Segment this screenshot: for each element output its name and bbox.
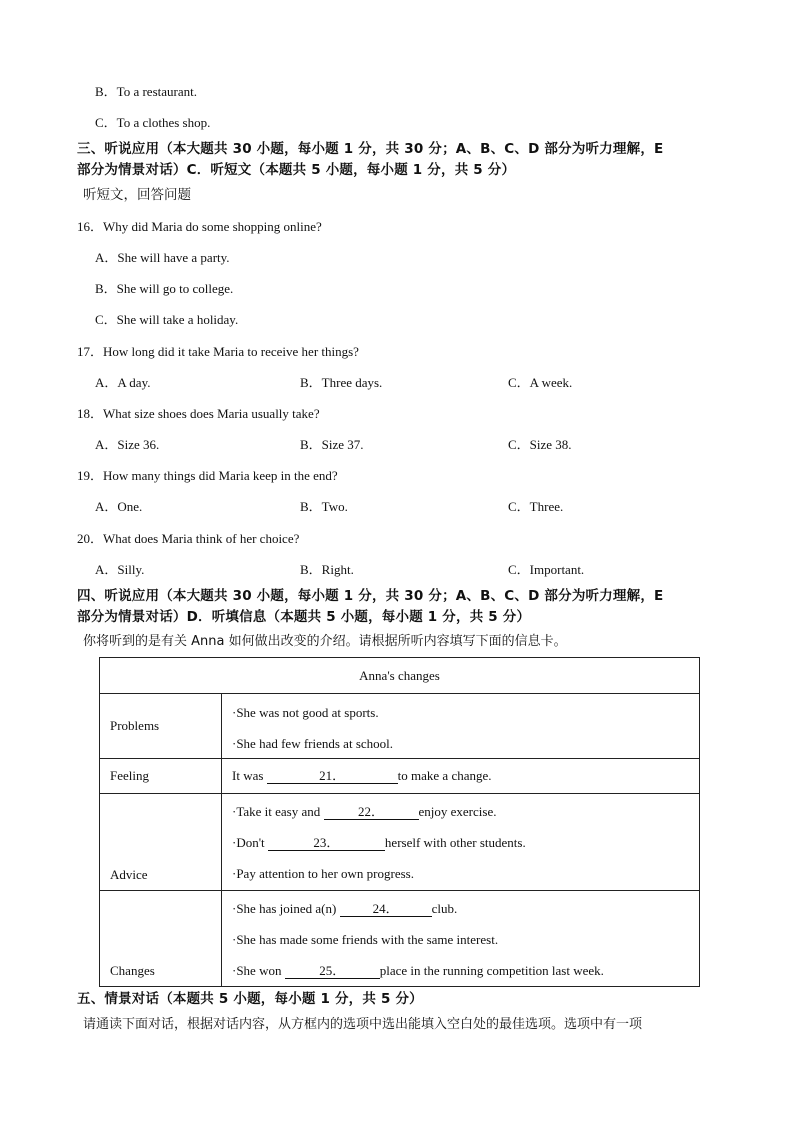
advice-3: ·Pay attention to her own progress. [232, 866, 414, 881]
blank-21[interactable]: 21． [267, 769, 398, 784]
question-17-option-c: C．A week. [508, 375, 573, 390]
change-1: ·She has joined a(n) 24． club. [232, 901, 458, 916]
change-3: ·She won 25． place in the running competition last week. [232, 963, 604, 978]
question-18-option-b: B．Size 37. [300, 437, 364, 452]
advice-1: ·Take it easy and 22． enjoy exercise. [232, 804, 497, 819]
question-17-stem: 17．How long did it take Maria to receive her things? [77, 344, 359, 359]
question-20-option-a: A．Silly. [95, 562, 145, 577]
question-19-option-c: C．Three. [508, 499, 564, 514]
section5-instruction: 请通读下面对话，根据对话内容，从方框内的选项中选出能填入空白处的最佳选项。选项中有一项 [83, 1017, 643, 1032]
question-20-option-b: B．Right. [300, 562, 354, 577]
option-b: B．To a restaurant. [95, 84, 197, 99]
advice-cell [222, 794, 700, 891]
feeling-label: Feeling [100, 759, 222, 794]
section4-heading-line1: 四、听说应用（本大题共 30 小题，每小题 1 分，共 30 分；A、B、C、D 部分为听力理解，E [77, 588, 664, 604]
problem-1: ·She was not good at sports. [232, 705, 379, 720]
blank-22[interactable]: 22． [324, 805, 419, 820]
question-19-stem: 19．How many things did Maria keep in the end? [77, 468, 338, 483]
question-16-option-a: A．She will have a party. [95, 250, 230, 265]
question-16-option-c: C．She will take a holiday. [95, 312, 239, 327]
question-18-stem: 18．What size shoes does Maria usually take? [77, 406, 320, 421]
question-20-option-c: C．Important. [508, 562, 585, 577]
section3-heading-line1: 三、听说应用（本大题共 30 小题，每小题 1 分，共 30 分；A、B、C、D 部分为听力理解，E [77, 141, 664, 157]
question-18-option-c: C．Size 38. [508, 437, 572, 452]
blank-25[interactable]: 25． [285, 964, 380, 979]
section4-instruction: 你将听到的是有关 Anna 如何做出改变的介绍。请根据所听内容填写下面的信息卡。 [83, 634, 567, 649]
question-19-option-a: A．One. [95, 499, 143, 514]
change-2: ·She has made some friends with the same interest. [232, 932, 499, 947]
advice-label: Advice [100, 794, 222, 891]
info-card-table [99, 657, 700, 987]
problems-cell [222, 694, 700, 759]
question-19-option-b: B．Two. [300, 499, 348, 514]
question-16-option-b: B．She will go to college. [95, 281, 234, 296]
section5-heading: 五、情景对话（本题共 5 小题，每小题 1 分，共 5 分） [77, 991, 423, 1007]
blank-24[interactable]: 24． [340, 902, 432, 917]
problem-2: ·She had few friends at school. [232, 736, 394, 751]
section4-heading-line2: 部分为情景对话）D．听填信息（本题共 5 小题，每小题 1 分，共 5 分） [77, 609, 531, 625]
option-c: C．To a clothes shop. [95, 115, 211, 130]
question-16-stem: 16．Why did Maria do some shopping online? [77, 219, 322, 234]
feeling-text-post: to make a change. [397, 768, 492, 783]
changes-cell [222, 891, 700, 987]
feeling-text-pre: It was [232, 768, 267, 783]
question-18-option-a: A．Size 36. [95, 437, 160, 452]
question-20-stem: 20．What does Maria think of her choice? [77, 531, 300, 546]
problems-label: Problems [100, 694, 222, 759]
blank-23[interactable]: 23． [268, 836, 385, 851]
feeling-cell [222, 759, 700, 794]
question-17-option-b: B．Three days. [300, 375, 383, 390]
section3-heading-line2: 部分为情景对话）C．听短文（本题共 5 小题，每小题 1 分，共 5 分） [77, 162, 516, 178]
changes-label: Changes [100, 891, 222, 987]
info-card-title: Anna's changes [100, 658, 700, 694]
advice-2: ·Don't 23． herself with other students. [232, 835, 526, 850]
section3-instruction: 听短文，回答问题 [83, 187, 191, 203]
question-17-option-a: A．A day. [95, 375, 151, 390]
